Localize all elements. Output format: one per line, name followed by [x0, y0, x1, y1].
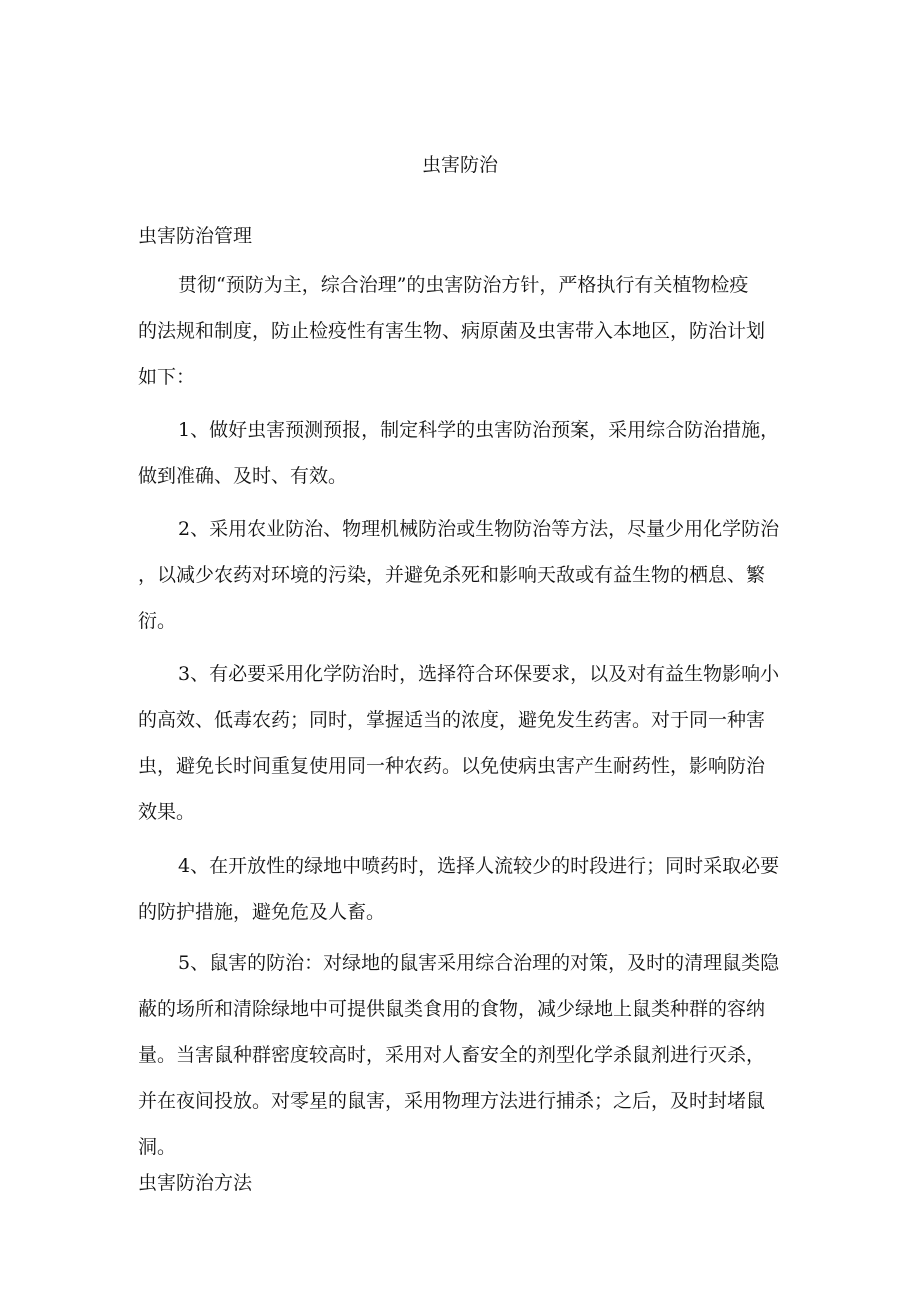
page-title: 虫害防治 — [421, 154, 498, 176]
paragraph-item-4 — [138, 843, 798, 935]
paragraph-line: 1、做好虫害预测预报，制定科学的虫害防治预案，采用综合防治措施， — [178, 419, 780, 441]
paragraph-line: ，以减少农药对环境的污染，并避免杀死和影响天敌或有益生物的栖息、繁 — [138, 564, 766, 586]
paragraph-item-2 — [138, 506, 798, 644]
paragraph-line: 虫，避免长时间重复使用同一种农药。以免使病虫害产生耐药性，影响防治 — [138, 755, 766, 777]
section-heading-management: 虫害防治管理 — [138, 225, 253, 247]
paragraph-line: 蔽的场所和清除绿地中可提供鼠类食用的食物，减少绿地上鼠类种群的容纳 — [138, 998, 766, 1020]
section-heading-methods: 虫害防治方法 — [138, 1172, 253, 1194]
paragraph-line: 效果。 — [138, 801, 196, 823]
paragraph-line: 5、鼠害的防治：对绿地的鼠害采用综合治理的对策，及时的清理鼠类隐 — [178, 952, 780, 974]
paragraph-item-5 — [138, 940, 798, 1170]
paragraph-item-3 — [138, 651, 798, 835]
paragraph-line: 量。当害鼠种群密度较高时，采用对人畜安全的剂型化学杀鼠剂进行灭杀， — [138, 1044, 766, 1066]
paragraph-line: 如下： — [138, 366, 196, 388]
paragraph-line: 3、有必要采用化学防治时，选择符合环保要求，以及对有益生物影响小 — [178, 663, 780, 685]
paragraph-item-1 — [138, 407, 798, 499]
paragraph-line: 的法规和制度，防止检疫性有害生物、病原菌及虫害带入本地区，防治计划 — [138, 320, 766, 342]
paragraph-line: 4、在开放性的绿地中喷药时，选择人流较少的时段进行；同时采取必要 — [178, 855, 780, 877]
paragraph-line: 洞。 — [138, 1136, 177, 1158]
paragraph-line: 2、采用农业防治、物理机械防治或生物防治等方法，尽量少用化学防治 — [178, 518, 780, 540]
paragraph-line: 做到准确、及时、有效。 — [138, 465, 348, 487]
paragraph-line: 的高效、低毒农药；同时，掌握适当的浓度，避免发生药害。对于同一种害 — [138, 709, 766, 731]
paragraph-line: 贯彻“预防为主，综合治理”的虫害防治方针，严格执行有关植物检疫 — [178, 274, 749, 296]
paragraph-line: 的防护措施，避免危及人畜。 — [138, 901, 386, 923]
paragraph-line: 并在夜间投放。对零星的鼠害，采用物理方法进行捕杀；之后，及时封堵鼠 — [138, 1090, 766, 1112]
paragraph-intro — [138, 262, 798, 400]
paragraph-line: 衍。 — [138, 610, 177, 632]
